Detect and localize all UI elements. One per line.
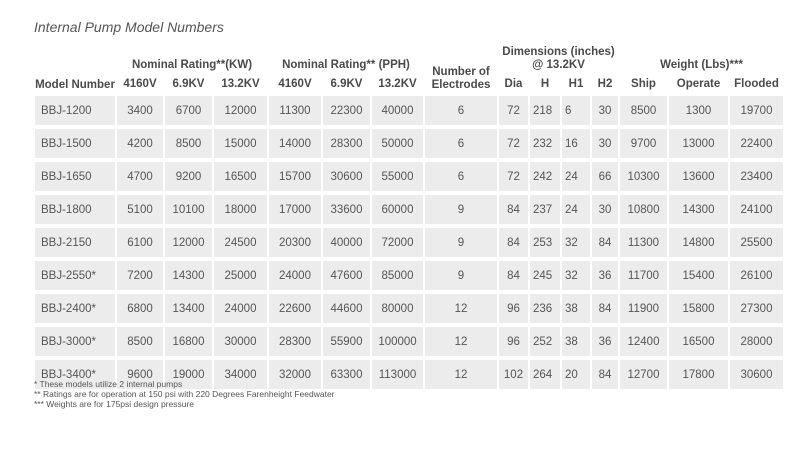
cell-pph-6-9kv: 40000: [323, 228, 370, 257]
cell-pph-6-9kv: 33600: [323, 195, 370, 224]
cell-dia: 72: [499, 129, 528, 158]
cell-kw-13-2kv: 16500: [214, 162, 267, 191]
cell-kw-13-2kv: 18000: [214, 195, 267, 224]
cell-h1: 6: [562, 96, 590, 125]
cell-pph-6-9kv: 44600: [323, 294, 370, 323]
cell-operate-weight: 15400: [669, 261, 728, 290]
pump-model-table: [33, 42, 785, 393]
cell-kw-4160v: 4700: [117, 162, 163, 191]
header-pph-4160v: 4160V: [278, 77, 312, 90]
cell-pph-13-2kv: 100000: [372, 327, 423, 356]
cell-dia: 96: [499, 327, 528, 356]
cell-pph-4160v: 24000: [269, 261, 321, 290]
footnote: * These models utilize 2 internal pumps: [34, 379, 183, 389]
cell-dia: 84: [499, 195, 528, 224]
cell-operate-weight: 14300: [669, 195, 728, 224]
cell-kw-4160v: 6100: [117, 228, 163, 257]
cell-h2: 36: [592, 327, 618, 356]
cell-h1: 38: [562, 294, 590, 323]
cell-h1: 20: [562, 360, 590, 389]
cell-pph-4160v: 14000: [269, 129, 321, 158]
cell-electrodes: 6: [425, 162, 497, 191]
table-row: [35, 294, 783, 323]
cell-dia: 102: [499, 360, 528, 389]
table-row: [35, 96, 783, 125]
header-number-of-electrodes: Number of Electrodes: [431, 66, 491, 91]
cell-h2: 84: [592, 228, 618, 257]
cell-model-number: BBJ-3400*: [35, 360, 115, 389]
cell-kw-13-2kv: 34000: [214, 360, 267, 389]
cell-pph-6-9kv: 28300: [323, 129, 370, 158]
cell-flooded-weight: 19700: [730, 96, 783, 125]
table-row: [35, 162, 783, 191]
cell-kw-4160v: 4200: [117, 129, 163, 158]
cell-h1: 24: [562, 162, 590, 191]
cell-h1: 32: [562, 228, 590, 257]
cell-pph-6-9kv: 30600: [323, 162, 370, 191]
cell-ship-weight: 11300: [620, 228, 667, 257]
cell-model-number: BBJ-1650: [35, 162, 115, 191]
cell-operate-weight: 13600: [669, 162, 728, 191]
cell-operate-weight: 14800: [669, 228, 728, 257]
cell-h1: 38: [562, 327, 590, 356]
cell-pph-4160v: 22600: [269, 294, 321, 323]
cell-h2: 84: [592, 294, 618, 323]
cell-model-number: BBJ-1800: [35, 195, 115, 224]
header-pph-13-2kv: 13.2KV: [378, 77, 417, 90]
cell-h2: 84: [592, 360, 618, 389]
table-row: [35, 261, 783, 290]
cell-flooded-weight: 26100: [730, 261, 783, 290]
cell-ship-weight: 11900: [620, 294, 667, 323]
cell-h: 242: [530, 162, 560, 191]
header-dia: Dia: [504, 77, 523, 90]
table-row: [35, 195, 783, 224]
cell-ship-weight: 9700: [620, 129, 667, 158]
cell-h: 237: [530, 195, 560, 224]
cell-electrodes: 12: [425, 327, 497, 356]
cell-kw-4160v: 6800: [117, 294, 163, 323]
cell-ship-weight: 10800: [620, 195, 667, 224]
cell-kw-13-2kv: 24500: [214, 228, 267, 257]
cell-flooded-weight: 23400: [730, 162, 783, 191]
cell-pph-4160v: 20300: [269, 228, 321, 257]
cell-electrodes: 9: [425, 195, 497, 224]
cell-kw-13-2kv: 25000: [214, 261, 267, 290]
cell-ship-weight: 11700: [620, 261, 667, 290]
cell-pph-4160v: 17000: [269, 195, 321, 224]
cell-flooded-weight: 22400: [730, 129, 783, 158]
cell-operate-weight: 13000: [669, 129, 728, 158]
cell-model-number: BBJ-2150: [35, 228, 115, 257]
cell-electrodes: 12: [425, 360, 497, 389]
cell-kw-4160v: 5100: [117, 195, 163, 224]
cell-kw-6-9kv: 19000: [165, 360, 212, 389]
cell-ship-weight: 12400: [620, 327, 667, 356]
page-title: Internal Pump Model Numbers: [34, 19, 224, 35]
footnote: *** Weights are for 175psi design pressure: [34, 399, 195, 409]
header-h: H: [540, 77, 550, 90]
cell-electrodes: 12: [425, 294, 497, 323]
cell-operate-weight: 17800: [669, 360, 728, 389]
table-row: [35, 228, 783, 257]
table-body: [35, 96, 783, 389]
cell-kw-4160v: 7200: [117, 261, 163, 290]
cell-kw-6-9kv: 12000: [165, 228, 212, 257]
cell-model-number: BBJ-2550*: [35, 261, 115, 290]
cell-h2: 66: [592, 162, 618, 191]
cell-model-number: BBJ-2400*: [35, 294, 115, 323]
cell-operate-weight: 1300: [669, 96, 728, 125]
cell-h: 236: [530, 294, 560, 323]
header-weight: Weight (Lbs)***: [660, 59, 743, 71]
header-ship: Ship: [631, 77, 656, 90]
table-row: [35, 129, 783, 158]
cell-pph-6-9kv: 55900: [323, 327, 370, 356]
cell-pph-6-9kv: 22300: [323, 96, 370, 125]
cell-kw-6-9kv: 6700: [165, 96, 212, 125]
cell-h: 218: [530, 96, 560, 125]
cell-pph-13-2kv: 85000: [372, 261, 423, 290]
cell-electrodes: 9: [425, 261, 497, 290]
cell-h: 252: [530, 327, 560, 356]
cell-operate-weight: 15800: [669, 294, 728, 323]
cell-pph-4160v: 15700: [269, 162, 321, 191]
cell-kw-6-9kv: 10100: [165, 195, 212, 224]
cell-pph-13-2kv: 55000: [372, 162, 423, 191]
cell-dia: 72: [499, 96, 528, 125]
cell-flooded-weight: 27300: [730, 294, 783, 323]
cell-h2: 30: [592, 195, 618, 224]
header-kw-6-9kv: 6.9KV: [172, 77, 205, 90]
cell-h1: 24: [562, 195, 590, 224]
table-row: [35, 327, 783, 356]
cell-electrodes: 6: [425, 129, 497, 158]
cell-pph-13-2kv: 50000: [372, 129, 423, 158]
header-kw-4160v: 4160V: [123, 77, 157, 90]
cell-pph-13-2kv: 80000: [372, 294, 423, 323]
cell-ship-weight: 8500: [620, 96, 667, 125]
header-dimensions: Dimensions (inches) @ 13.2KV: [502, 46, 615, 71]
cell-pph-13-2kv: 113000: [372, 360, 423, 389]
header-nominal-rating-pph: Nominal Rating** (PPH): [282, 59, 410, 71]
header-h1: H1: [568, 77, 584, 90]
cell-electrodes: 6: [425, 96, 497, 125]
cell-model-number: BBJ-1500: [35, 129, 115, 158]
cell-dia: 84: [499, 261, 528, 290]
cell-kw-4160v: 8500: [117, 327, 163, 356]
header-flooded: Flooded: [734, 77, 779, 90]
cell-h2: 30: [592, 96, 618, 125]
cell-pph-13-2kv: 72000: [372, 228, 423, 257]
header-pph-6-9kv: 6.9KV: [330, 77, 363, 90]
cell-h: 245: [530, 261, 560, 290]
cell-flooded-weight: 28000: [730, 327, 783, 356]
cell-h1: 32: [562, 261, 590, 290]
cell-h: 253: [530, 228, 560, 257]
cell-pph-4160v: 28300: [269, 327, 321, 356]
header-operate: Operate: [676, 77, 721, 90]
cell-pph-13-2kv: 40000: [372, 96, 423, 125]
cell-h2: 36: [592, 261, 618, 290]
cell-kw-13-2kv: 30000: [214, 327, 267, 356]
cell-kw-13-2kv: 15000: [214, 129, 267, 158]
cell-h: 264: [530, 360, 560, 389]
cell-pph-6-9kv: 47600: [323, 261, 370, 290]
cell-h: 232: [530, 129, 560, 158]
cell-pph-6-9kv: 63300: [323, 360, 370, 389]
cell-pph-4160v: 11300: [269, 96, 321, 125]
cell-kw-6-9kv: 8500: [165, 129, 212, 158]
cell-kw-13-2kv: 12000: [214, 96, 267, 125]
cell-dia: 72: [499, 162, 528, 191]
header-kw-13-2kv: 13.2KV: [221, 77, 260, 90]
footnotes: [34, 379, 335, 409]
header-h2: H2: [597, 77, 613, 90]
cell-flooded-weight: 24100: [730, 195, 783, 224]
cell-kw-13-2kv: 24000: [214, 294, 267, 323]
cell-h2: 30: [592, 129, 618, 158]
cell-flooded-weight: 30600: [730, 360, 783, 389]
cell-kw-4160v: 9600: [117, 360, 163, 389]
header-model-number: Model Number: [35, 79, 115, 91]
footnote: ** Ratings are for operation at 150 psi with 220 Degrees Farenheight Feedwater: [34, 389, 335, 399]
cell-model-number: BBJ-1200: [35, 96, 115, 125]
cell-kw-4160v: 3400: [117, 96, 163, 125]
cell-ship-weight: 12700: [620, 360, 667, 389]
cell-operate-weight: 16500: [669, 327, 728, 356]
cell-model-number: BBJ-3000*: [35, 327, 115, 356]
cell-dia: 84: [499, 228, 528, 257]
cell-flooded-weight: 25500: [730, 228, 783, 257]
cell-electrodes: 9: [425, 228, 497, 257]
cell-pph-13-2kv: 60000: [372, 195, 423, 224]
cell-kw-6-9kv: 9200: [165, 162, 212, 191]
cell-ship-weight: 10300: [620, 162, 667, 191]
cell-h1: 16: [562, 129, 590, 158]
cell-kw-6-9kv: 13400: [165, 294, 212, 323]
cell-kw-6-9kv: 16800: [165, 327, 212, 356]
header-nominal-rating-kw: Nominal Rating**(KW): [131, 59, 253, 71]
cell-dia: 96: [499, 294, 528, 323]
cell-pph-4160v: 32000: [269, 360, 321, 389]
cell-kw-6-9kv: 14300: [165, 261, 212, 290]
